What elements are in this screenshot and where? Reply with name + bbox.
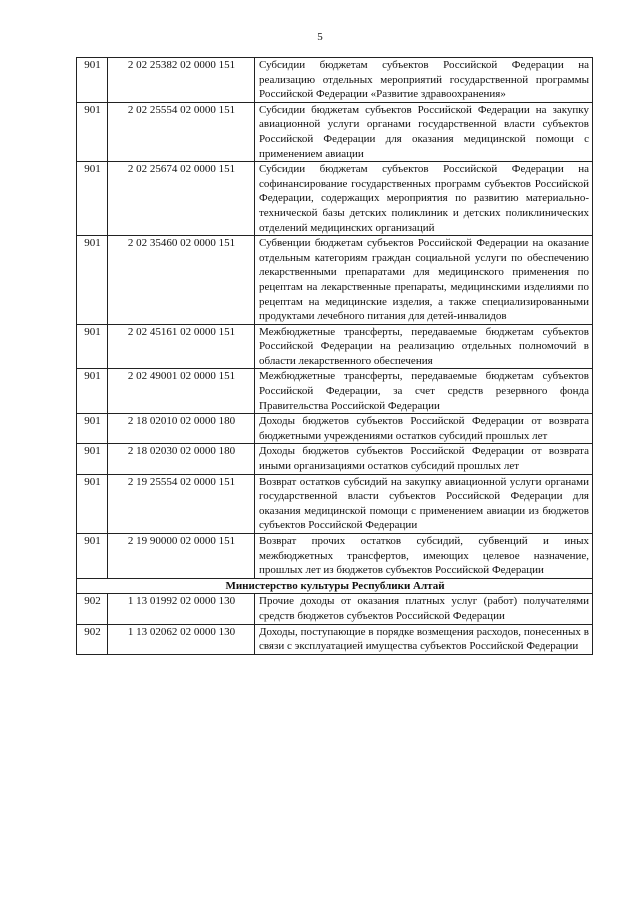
admin-code-cell: 901 [77,474,108,533]
revenue-name-cell: Возврат прочих остатков субсидий, субвенций и иных межбюджетных трансфертов, имеющих целевое назначение, прошлых лет из бюджетов субъектов Российской Федерации [255,534,593,579]
revenue-name-cell: Доходы бюджетов субъектов Российской Федерации от возврата иными организациями остатков субсидий прошлых лет [255,444,593,474]
admin-code-cell: 901 [77,369,108,414]
table-row [77,624,593,654]
revenue-name-cell: Доходы, поступающие в порядке возмещения расходов, понесенных в связи с эксплуатацией имущества субъектов Российской Федерации [255,624,593,654]
budget-code-cell: 2 02 49001 02 0000 151 [108,369,255,414]
table-row [77,414,593,444]
admin-code-cell: 902 [77,594,108,624]
budget-code-cell: 1 13 02062 02 0000 130 [108,624,255,654]
admin-code-cell: 901 [77,162,108,236]
table-row [77,58,593,103]
budget-code-cell: 2 19 90000 02 0000 151 [108,534,255,579]
revenue-name-cell: Субсидии бюджетам субъектов Российской Федерации на софинансирование государственных программ субъектов Российской Федерации, содержащих мероприятия по развитию материально-технической базы детских поликлиник и детских поликлинических отделений медицинских организаций [255,162,593,236]
revenue-name-cell: Доходы бюджетов субъектов Российской Федерации от возврата бюджетными учреждениями остатков субсидий прошлых лет [255,414,593,444]
revenue-name-cell: Субсидии бюджетам субъектов Российской Федерации на реализацию отдельных мероприятий государственной программы Российской Федерации «Развитие здравоохранения» [255,58,593,103]
revenue-name-cell: Субвенции бюджетам субъектов Российской Федерации на оказание отдельным категориям граждан социальной услуги по обеспечению лекарственными препаратами для медицинского применения по рецептам на лекарственные препараты, медицинскими изделиями по рецептам на медицинские изделия, а также специализированными продуктами лечебного питания для детей-инвалидов [255,236,593,325]
admin-code-cell: 901 [77,444,108,474]
revenue-name-cell: Субсидии бюджетам субъектов Российской Федерации на закупку авиационной услуги органами государственной власти субъектов Российской Федерации для оказания медицинской помощи с применением авиации [255,102,593,161]
revenue-name-cell: Прочие доходы от оказания платных услуг (работ) получателями средств бюджетов субъектов Российской Федерации [255,594,593,624]
table-row [77,324,593,369]
admin-code-cell: 901 [77,414,108,444]
page-number: 5 [317,31,323,43]
revenue-name-cell: Межбюджетные трансферты, передаваемые бюджетам субъектов Российской Федерации на реализацию отдельных полномочий в области лекарственного обеспечения [255,324,593,369]
revenue-name-cell: Возврат остатков субсидий на закупку авиационной услуги органами государственной власти субъектов Российской Федерации для оказания медицинской помощи с применением авиации из бюджетов субъектов Российской Федерации [255,474,593,533]
admin-code-cell: 902 [77,624,108,654]
budget-code-cell: 2 02 25554 02 0000 151 [108,102,255,161]
admin-code-cell: 901 [77,58,108,103]
admin-code-cell: 901 [77,324,108,369]
table-row [77,236,593,325]
table-row [77,369,593,414]
table-row [77,162,593,236]
budget-code-cell: 2 02 45161 02 0000 151 [108,324,255,369]
table-row [77,102,593,161]
revenue-name-cell: Межбюджетные трансферты, передаваемые бюджетам субъектов Российской Федерации, за счет средств резервного фонда Правительства Российской Федерации [255,369,593,414]
table-row [77,444,593,474]
table-row [77,474,593,533]
budget-code-cell: 1 13 01992 02 0000 130 [108,594,255,624]
budget-code-cell: 2 19 25554 02 0000 151 [108,474,255,533]
section-heading: Министерство культуры Республики Алтай [77,578,593,594]
budget-code-cell: 2 02 25382 02 0000 151 [108,58,255,103]
admin-code-cell: 901 [77,102,108,161]
section-heading-row [77,578,593,594]
budget-code-cell: 2 18 02030 02 0000 180 [108,444,255,474]
table-row [77,534,593,579]
admin-code-cell: 901 [77,534,108,579]
admin-code-cell: 901 [77,236,108,325]
budget-code-cell: 2 18 02010 02 0000 180 [108,414,255,444]
revenue-codes-table [76,57,593,655]
budget-code-cell: 2 02 25674 02 0000 151 [108,162,255,236]
budget-code-cell: 2 02 35460 02 0000 151 [108,236,255,325]
table-row [77,594,593,624]
